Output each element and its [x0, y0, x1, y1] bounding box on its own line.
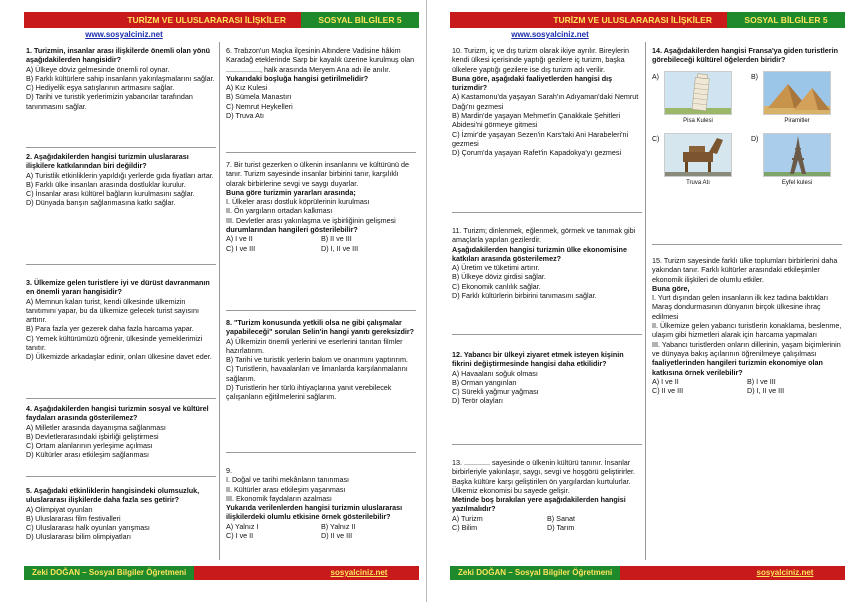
option-b[interactable]: B) Para fazla yer gezerek daha fazla harcama yapar. — [26, 324, 194, 334]
option-b[interactable]: B) Devletlerarasındaki işbirliği geliştirmesi — [26, 431, 159, 441]
option-a[interactable]: A) Olimpiyat oyunları — [26, 504, 93, 514]
question-ask: Buna göre turizmin yararları arasında; — [226, 187, 356, 197]
option-a[interactable]: A) Kız Kulesi — [226, 83, 268, 93]
option-b[interactable]: B) Farklı kültürlere sahip insanların yakınlaşmalarını sağlar. — [26, 73, 215, 83]
option-b[interactable]: B) Tarihi ve turistik yerlerin bakım ve onarımını yaptırırım. — [226, 355, 409, 365]
question-12 — [452, 350, 642, 406]
option-d[interactable]: D) Farklı kültürlerin birbirini tanımasını sağlar. — [452, 291, 597, 301]
statement-3: III. Ekonomik faydaların azalması — [226, 493, 332, 503]
option-a[interactable]: A) I ve II — [226, 234, 253, 244]
statement-2: II. Ön yargıların ortadan kalkması — [226, 206, 333, 216]
question-text: 12. Yabancı bir ülkeyi ziyaret etmek isteyen kişinin fikrini değiştirmesinde hangisi daha etkilidir? — [452, 350, 624, 369]
options — [652, 377, 842, 396]
option-c[interactable]: C) I ve III — [226, 243, 256, 253]
option-d[interactable] — [751, 133, 842, 191]
question-ask: Yukarıda verilenlerden hangisi turizmin uluslararası ilişkilerdeki olumlu etkisine örnek gösterilebilir? — [226, 503, 403, 522]
question-ask-2: faaliyetlerinden hangileri turizmin ekonomiye olan katkısına örnek verilebilir? — [652, 358, 823, 377]
options — [226, 234, 416, 253]
option-b[interactable]: B) II ve III — [321, 234, 352, 244]
right-page — [440, 0, 852, 602]
footer-site[interactable]: sosyalciniz.net — [756, 568, 814, 577]
question-separator — [26, 476, 216, 477]
footer-author: Zeki DOĞAN – Sosyal Bilgiler Öğretmeni — [450, 566, 620, 580]
question-7 — [226, 160, 416, 253]
question-ask: Buna göre, — [652, 283, 690, 293]
question-separator — [452, 212, 642, 213]
header-subject: SOSYAL BİLGİLER 5 — [727, 12, 845, 28]
header-title: TURİZM VE ULUSLARARASI İLİŞKİLER — [127, 15, 286, 25]
option-a[interactable]: A) Üretim ve tüketimi artırır. — [452, 263, 540, 273]
option-c[interactable]: C) Sürekli yağmur yağması — [452, 387, 539, 397]
option-c[interactable] — [652, 133, 743, 191]
option-d[interactable]: D) Terör olayları — [452, 396, 503, 406]
header-subject: SOSYAL BİLGİLER 5 — [301, 12, 419, 28]
question-text: 14. Aşağıdakilerden hangisi Fransa'ya giden turistlerin görebileceği kültürel öğelerden biridir? — [652, 46, 838, 65]
option-b[interactable]: B) Yalnız II — [321, 521, 356, 531]
header-bar — [24, 12, 419, 28]
header-title: TURİZM VE ULUSLARARASI İLİŞKİLER — [553, 15, 712, 25]
question-separator — [226, 152, 416, 153]
image-caption: Pisa Kulesi — [683, 117, 713, 124]
question-1 — [26, 46, 216, 111]
footer-bar — [24, 566, 419, 580]
question-9 — [226, 466, 416, 540]
question-ask: Yukarıdaki boşluğa hangisi getirilmelidir? — [226, 73, 369, 83]
option-c[interactable]: C) İnsanlar arası kültürel bağların kurulmasını sağlar. — [26, 189, 195, 199]
statement-2: II. Ülkemize gelen yabancı turistlerin konaklama, beslenme, ulaşım gibi hizmetleri alarak için harcama yapmaları — [652, 321, 842, 340]
statement-2: II. Kültürler arası etkileşim yaşanması — [226, 484, 346, 494]
column-separator — [645, 42, 646, 560]
statement-1: I. Ülkeler arası dostluk köprülerinin kurulması — [226, 197, 370, 207]
question-text: 10. Turizm, iç ve dış turizm olarak ikiye ayrılır. Bireylerin kendi ülkesi içerisinde yaptığı gezilere iç turizm, başka ülkelere yaptığı gezilere ise dış turizm adı verilir. — [452, 46, 629, 74]
options — [226, 522, 416, 541]
statement-1: I. Yurt dışından gelen insanların ilk kez tadına baktıkları Maraş dondurmasının dünyanın birçok ülkesine ihraç edilmesi — [652, 293, 829, 321]
option-letter: B) — [751, 73, 758, 81]
question-text: 6. Trabzon'un Maçka ilçesinin Altındere Vadisine hâkim Karadağ eteklerinde Sarp bir kayalık üzerine kurulmuş olan ................., halk arasında Meryem Ana adı ile anılır. — [226, 46, 415, 74]
footer-site[interactable]: sosyalciniz.net — [330, 568, 388, 577]
left-page — [14, 0, 426, 602]
question-ask: Aşağıdakilerden hangisi turizmin ülke ekonomisine katkıları arasında gösterilemez? — [452, 244, 627, 263]
option-letter: C) — [652, 135, 660, 143]
question-separator — [26, 147, 216, 148]
page-divider — [426, 0, 427, 602]
image-options — [652, 71, 842, 191]
option-d[interactable]: D) Ülkemizde arkadaşlar edinir, onları ülkesine davet eder. — [26, 352, 212, 362]
option-c[interactable]: C) Nemrut Heykelleri — [226, 101, 293, 111]
statement-3: III. Devletler arası yakınlaşma ve işbirliğinin gelişmesi — [226, 215, 396, 225]
eiffel-tower-image — [763, 133, 831, 177]
option-a[interactable]: A) Ülkemizin önemli yerlerini ve eserlerini tanıtan filmler hazırlatırım. — [226, 336, 403, 355]
question-4 — [26, 404, 216, 460]
site-link[interactable]: www.sosyalciniz.net — [511, 30, 589, 39]
question-13 — [452, 458, 642, 532]
image-caption: Piramitler — [784, 117, 810, 124]
option-d[interactable]: D) Uluslararası bilim olimpiyatları — [26, 532, 132, 542]
option-a[interactable] — [652, 71, 743, 129]
question-8 — [226, 318, 416, 402]
options — [452, 514, 642, 533]
option-c[interactable]: C) Ekonomik canlılık sağlar. — [452, 281, 541, 291]
question-text: 1. Turizmin, insanlar arası ilişkilerde önemli olan yönü aşağıdakilerden hangisidir? — [26, 46, 210, 65]
option-b[interactable]: B) Orman yangınları — [452, 377, 517, 387]
option-d[interactable]: D) II ve III — [321, 531, 353, 541]
question-separator — [26, 398, 216, 399]
option-b[interactable]: B) Uluslararası film festivalleri — [26, 513, 121, 523]
footer-bar — [450, 566, 845, 580]
site-link[interactable]: www.sosyalciniz.net — [85, 30, 163, 39]
option-b[interactable]: B) Sümela Manastırı — [226, 92, 292, 102]
option-b[interactable]: B) Farklı ülke insanları arasında dostluklar kurulur. — [26, 179, 186, 189]
question-text: 4. Aşağıdakilerden hangisi turizmin sosyal ve kültürel faydaları arasında gösterilemez? — [26, 404, 209, 423]
question-2 — [26, 152, 216, 208]
column-separator — [219, 42, 220, 560]
option-d[interactable]: D) I, II ve III — [321, 243, 359, 253]
question-separator — [452, 334, 642, 335]
option-a[interactable]: A) Milletler arasında dayanışma sağlanması — [26, 422, 166, 432]
option-d[interactable]: D) Turistlerin her türlü ihtiyaçlarına yanıt verebilecek çalışanların eğitilmelerini sağlarım. — [226, 383, 392, 402]
option-a[interactable]: A) Ülkeye döviz gelmesinde önemli rol oynar. — [26, 64, 170, 74]
question-separator — [226, 310, 416, 311]
question-11 — [452, 226, 642, 300]
option-b[interactable] — [751, 71, 842, 129]
question-separator — [26, 264, 216, 265]
option-b[interactable]: B) Ülkeye döviz girdisi sağlar. — [452, 272, 546, 282]
question-text: 13. ............. sayesinde o ülkenin kültürü tanınır. İnsanlar birbirleriyle yakınlaşır, saygı, sevgi ve hoşgörü geliştirirler. Başka kültüre karşı geliştirilen ön yargılardan kurtulurlar. Ülkemiz ekonomisi bu sayede gelişir. — [452, 458, 635, 495]
question-6 — [226, 46, 416, 120]
question-3 — [26, 278, 216, 362]
option-a[interactable]: A) Turistlik etkinliklerin yapıldığı yerlerde gıda fiyatları artar. — [26, 170, 214, 180]
question-5 — [26, 486, 216, 542]
option-c[interactable]: C) Hediyelik eşya satışlarının artmasını sağlar. — [26, 83, 175, 93]
question-ask: Metinde boş bırakılan yere aşağıdakilerden hangisi yazılmalıdır? — [452, 495, 626, 514]
question-text: 15. Turizm sayesinde farklı ülke toplumları birbirlerini daha yakından tanır. Farklı kültürler arasındaki etkileşimler ekonomik ilişkileri de olumlu etkiler. — [652, 256, 838, 284]
image-caption: Truva Atı — [686, 179, 710, 186]
option-a[interactable]: A) Yalnız I — [226, 521, 259, 531]
question-separator — [452, 444, 642, 445]
option-c[interactable]: C) II ve III — [652, 386, 684, 396]
option-b[interactable]: B) Sanat — [547, 513, 575, 523]
question-text: 7. Bir turist gezerken o ülkenin insanlarını ve kültürünü de tanır. Turizm sayesinde insanlar birbirini tanır, karşılıklı olarak birbirlerine sevgi ve saygı duyarlar. — [226, 160, 409, 188]
image-caption: Eyfel kulesi — [781, 179, 813, 186]
header-bar — [450, 12, 845, 28]
question-text: 11. Turizm; dinlenmek, eğlenmek, görmek ve tanımak gibi amaçlarla yapılan gezilerdir. — [452, 226, 636, 245]
statement-3: III. Yabancı turistlerden onların dillerinin, yaşam biçimlerinin ve dünyaya bakış açılarının öğrenilmeye çalışılması — [652, 339, 841, 358]
option-d[interactable]: D) Truva Atı — [226, 111, 264, 121]
option-c[interactable]: C) I ve II — [226, 531, 254, 541]
option-a[interactable]: A) Kastamonu'da yaşayan Sarah'ın Adıyaman'daki Nemrut Dağı'nı gezmesi — [452, 92, 639, 111]
question-14 — [652, 46, 842, 191]
option-d[interactable]: D) Çorum'da yaşayan Rafet'in Kapadokya'yı gezmesi — [452, 148, 622, 158]
option-c[interactable]: C) Yemek kültürümüzü öğrenir, ülkesinde yemeklerimizi tanıtır. — [26, 333, 203, 353]
question-ask-2: durumlarından hangileri gösterilebilir? — [226, 225, 358, 235]
question-text: 3. Ülkemize gelen turistlere iyi ve dürüst davranmanın en önemli yararı hangisidir? — [26, 278, 210, 297]
option-a[interactable]: A) Memnun kalan turist, kendi ülkesinde ülkemizin tanıtımını yapar, bu da ülkemize gelecek turist sayısını arttırır. — [26, 296, 199, 325]
option-c[interactable]: C) Bilim — [452, 523, 478, 533]
option-b[interactable]: B) Mardin'de yaşayan Mehmet'in Çanakkale Şehitleri Abidesi'ni görmeye gitmesi — [452, 111, 621, 130]
option-letter: D) — [751, 135, 759, 143]
question-text: 2. Aşağıdakilerden hangisi turizmin uluslararası ilişkilere katkılarından biri değildir? — [26, 152, 189, 171]
pyramids-image — [763, 71, 831, 115]
option-d[interactable]: D) Kültürler arası etkileşim sağlanması — [26, 450, 150, 460]
option-d[interactable]: D) Tarım — [547, 523, 575, 533]
option-d[interactable]: D) Tarihi ve turistik yerlerimizin yabancılar tarafından tanınmasını sağlar. — [26, 92, 193, 111]
question-ask: Buna göre, aşağıdaki faaliyetlerden hangisi dış turizmdir? — [452, 73, 613, 93]
option-d[interactable]: D) Dünyada barışın sağlanmasına katkı sağlar. — [26, 198, 176, 208]
option-letter: A) — [652, 73, 659, 81]
question-text: 8. "Turizm konusunda yetkili olsa ne gibi çalışmalar yapabileceği" sorulan Selin'in hangi yanıtı gereksizdir? — [226, 318, 415, 337]
question-10 — [452, 46, 642, 158]
statement-1: I. Doğal ve tarihi mekânların tanınması — [226, 475, 350, 485]
question-separator — [226, 452, 416, 453]
option-c[interactable]: C) Turistlerin, havaalanları ve limanlarda karşılanmalarını sağlarım. — [226, 364, 408, 383]
question-text: 5. Aşağıdaki etkinliklerin hangisindeki olumsuzluk, uluslararası ilişkilerde daha fazla ses getirir? — [26, 486, 200, 505]
trojan-horse-image — [664, 133, 732, 177]
question-separator — [652, 244, 842, 245]
option-a[interactable]: A) I ve II — [652, 376, 679, 386]
option-b[interactable]: B) I ve III — [747, 376, 776, 386]
option-c[interactable]: C) İzmir'de yaşayan Sezen'in Kars'taki Ani Harabeleri'ni gezmesi — [452, 129, 629, 148]
option-c[interactable]: C) Uluslararası halk oyunları yarışması — [26, 523, 150, 533]
option-c[interactable]: C) Ortam alanlarının yerleşime açılması — [26, 441, 153, 451]
question-15 — [652, 256, 842, 395]
pisa-tower-image — [664, 71, 732, 115]
option-a[interactable]: A) Havaalanı soğuk olması — [452, 368, 538, 378]
option-d[interactable]: D) I, II ve III — [747, 386, 785, 396]
question-number: 9. — [226, 466, 232, 475]
option-a[interactable]: A) Turizm — [452, 513, 483, 523]
footer-author: Zeki DOĞAN – Sosyal Bilgiler Öğretmeni — [24, 566, 194, 580]
